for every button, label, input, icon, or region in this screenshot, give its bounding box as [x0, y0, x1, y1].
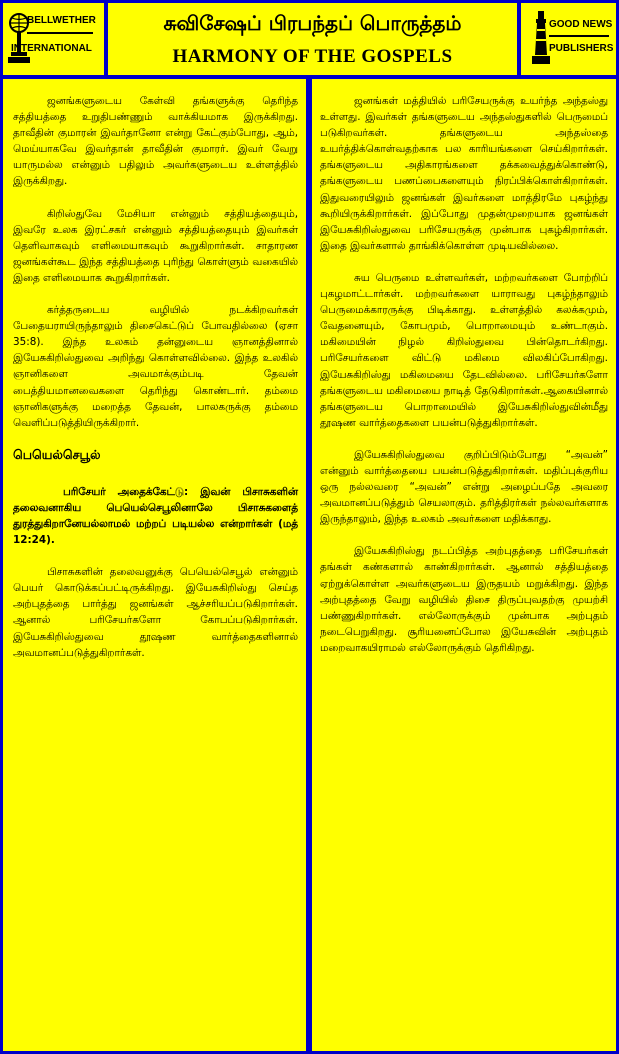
right-paragraph-3: இயேசுகிறிஸ்துவை குறிப்பிடும்போது “அவன்” என்னும் வார்த்தையை பயன்படுத்துகிறார்கள். மதிப்புக்குரிய ஒரு நல்லவரை “அவன்” என்று அழைப்பதே அவரை அவமானப்படுத்தும் செயலாகும். தரித்திரர்கள் நல்லவர்களாக இருந்தாலும், இந்த உலகம் அவர்களை மதிக்காது.: [320, 448, 608, 526]
lighthouse-icon: [531, 9, 551, 67]
section-title: பெயெல்செபூல்: [13, 446, 101, 462]
right-paragraph-4: இயேசுகிறிஸ்து நடப்பித்த அற்புதத்தை பரிசேயர்கள் தங்கள் கண்களால் காண்கிறார்கள். ஆனால் சத்தியத்தை ஏற்றுக்கொள்ள அவர்களுடைய இருதயம் மறுக்கிறது. இந்த அற்புதத்தை வேறு வழியில் திசை திருப்புவதற்கு முயற்சி பண்ணுகிறார்கள். எல்லோருக்கும் முன்பாக அற்புதம் நடைபெறுகிறது. சூரியனைப்போல இயேசுவின் அற்புதம் மறைவாகயிராமல் எல்லோருக்கும் தெரிகிறது.: [320, 545, 608, 654]
title-english: HARMONY OF THE GOSPELS: [172, 46, 453, 67]
left-paragraph-1: ஜனங்களுடைய கேள்வி தங்களுக்கு தெரிந்த சத்தியத்தை உறுதிபண்ணும் வாக்கியமாக இருக்கிறது. தாவீதின் குமாரன் இவர்தானோ என்று கேட்கும்போது, ஆம், மெய்யாகவே இவர்தான் தாவீதின் குமாரர். இவர் வேறு யாருமல்ல என்னும் பதிலும் அவர்களுடைய உள்ளத்தில் இருக்கிறது.: [13, 95, 298, 188]
logo-left-line2: INTERNATIONAL: [11, 43, 92, 54]
logo-right-line2: PUBLISHERS: [549, 43, 614, 54]
logo-good-news: [521, 3, 616, 75]
logo-right-line1: GOOD NEWS: [549, 19, 613, 30]
scripture-verse: பரிசேயர் அதைக்கேட்டு: இவன் பிசாசுகளின் தலைவனாகிய பெயெல்செபூலினாலே பிசாசுகளைத் துரத்துகிறானேயல்லாமல் மற்றப் படியல்ல என்றார்கள் (மத் 12:24).: [13, 485, 298, 547]
title-banner: [108, 3, 517, 75]
logo-left-line1: BELLWETHER: [27, 15, 96, 26]
right-paragraph-2: சுய பெருமை உள்ளவர்கள், மற்றவர்களை போற்றிப் புகழமாட்டார்கள். மற்றவர்களை யாராவது புகழ்ந்தாலும் பெருமைக்காரருக்கு பிடிக்காது. உள்ளத்தில் கலக்கமும், வேதனையும், கோபமும், பொறாமையும் உண்டாகும். மகிமையின் நிழல் கிறிஸ்துவை பின்தொடர்கிறது. பரிசேயர்களை விட்டு மகிமை விலகிப்போகிறது. இயேசுகிறிஸ்து மகிமையை தேடவில்லை. பரிசேயர்களோ தங்களுடைய மகிமையை நாடித் தேடுகிறார்கள்.ஆகையினால் தங்களுடைய பொறாமையில் இயேசுகிறிஸ்துவின்மீது தூஷண வார்த்தைகளை பயன்படுத்துகிறார்கள்.: [320, 271, 608, 429]
left-paragraph-4: பிசாசுகளின் தலைவனுக்கு பெயெல்செபூல் என்னும் பெயர் கொடுக்கப்பட்டிருக்கிறது. இயேசுகிறிஸ்து செய்த அற்புதத்தை பார்த்து ஜனங்கள் ஆச்சரியப்படுகிறார்கள். ஆனால் பரிசேயர்களோ கோபப்படுகிறார்கள். இயேசுகிறிஸ்துவை தூஷண வார்த்தைகளினால் அவமானப்படுத்துகிறார்கள்.: [13, 566, 298, 659]
left-column: [3, 79, 306, 1051]
title-tamil: சுவிசேஷப் பிரபந்தப் பொருத்தம்: [163, 11, 462, 35]
left-paragraph-3: கர்த்தருடைய வழியில் நடக்கிறவர்கள் பேதையராயிருந்தாலும் திசைகெட்டுப் போவதில்லை (ஏசா 35:8). இந்த உலகம் தன்னுடைய ஞானத்தினால் இயேசுகிறிஸ்துவை அறிந்து கொள்ளவில்லை. இந்த உலகில் ஞானிகளை அவமாக்கும்படி தேவன் பைத்தியமானவைகளை தெரிந்து கொண்டார். தம்மை ஞானிகளுக்கு மறைத்த தேவன், பாலகருக்கு தம்மை வெளிப்படுத்தியிருக்கிறார்.: [13, 304, 298, 429]
left-paragraph-2: கிறிஸ்துவே மேசியா என்னும் சத்தியத்தையும், இவரே உலக இரட்சகர் என்னும் சத்தியத்தையும் இவர்கள் தெளிவாகவும் எளிமையாகவும் கூறுகிறார்கள். சாதாரண ஜனங்கள்கூட இந்த சத்தியத்தை புரிந்து கொள்ளும் வகையில் இதை எளிமையாக கூறுகிறார்கள்.: [13, 207, 298, 284]
logo-bellwether: [3, 3, 104, 75]
logo-left-underline: [27, 32, 93, 34]
right-paragraph-1: ஜனங்கள் மத்தியில் பரிசேயருக்கு உயர்ந்த அந்தஸ்து உள்ளது. இவர்கள் தங்களுடைய அந்தஸ்துகளில் பெருமைப் படுகிறவர்கள். தங்களுடைய அந்தஸ்தை உயர்த்திக்கொள்வதற்காக பல காரியங்களை செய்கிறார்கள். தங்களுடைய அதிகாரங்களை தக்கவைத்துக்கொண்டு, தங்களுடைய பணப்பைகளையும் நிரப்பிக்கொள்கிறார்கள். இதுவரையிலும் ஜனங்கள் இவர்களை மாத்திரமே புகழ்ந்து கூறியிருக்கிறார்கள். இப்போது முதன்முறையாக ஜனங்கள் இயேசுகிறிஸ்துவை பரிசேயருக்கு முன்பாக புகழ்கிறார்கள். இதை இவர்களால் தாங்கிக்கொள்ள முடியவில்லை.: [320, 95, 608, 252]
right-column: [312, 79, 616, 1051]
logo-right-underline: [549, 35, 609, 37]
